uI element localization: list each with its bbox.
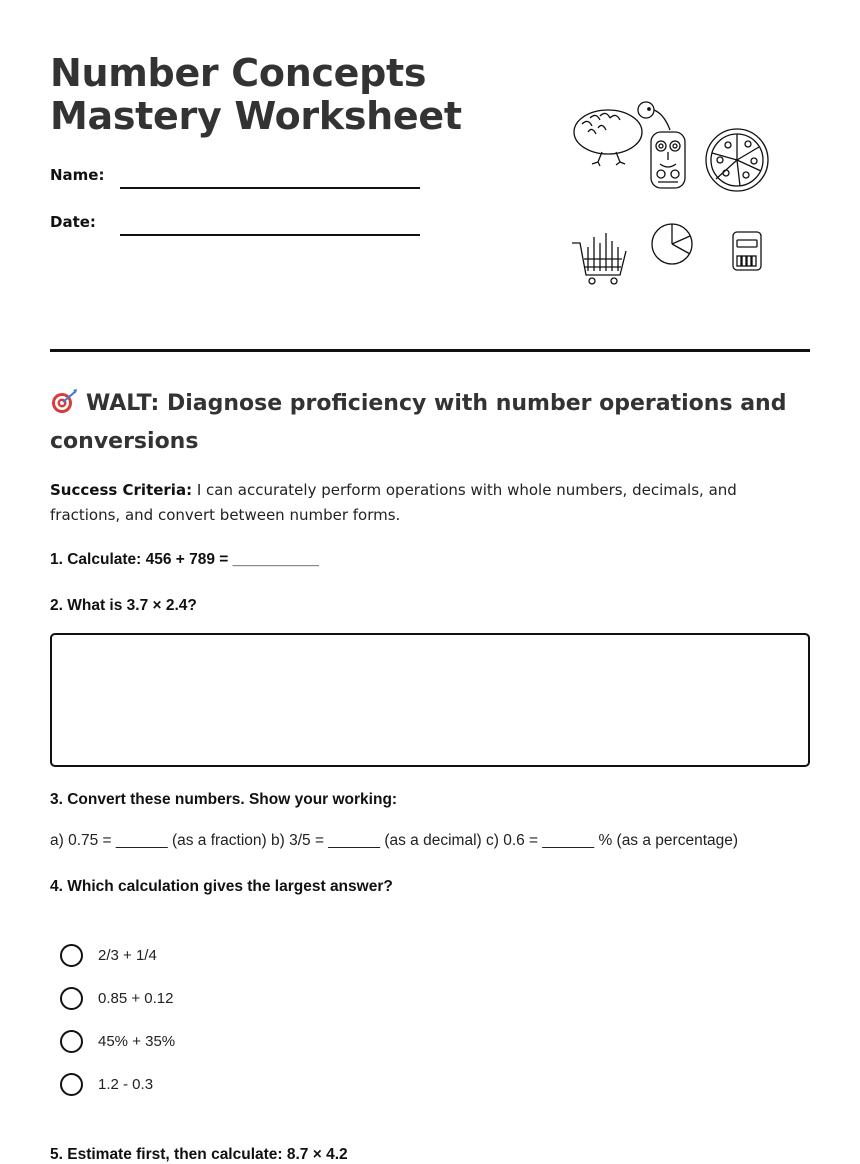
radio-button[interactable]: [60, 1073, 83, 1096]
date-label: Date:: [50, 213, 96, 231]
walt-heading: [50, 385, 790, 461]
question-3: 3. Convert these numbers. Show your working:: [50, 791, 398, 808]
question-5: 5. Estimate first, then calculate: 8.7 × 4.2: [50, 1146, 348, 1163]
pie-chart-icon: [650, 222, 694, 266]
radio-button[interactable]: [60, 1030, 83, 1053]
name-field[interactable]: [120, 187, 420, 189]
radio-button[interactable]: [60, 987, 83, 1010]
target-dart-icon: [50, 388, 80, 414]
header-illustrations: [560, 95, 790, 295]
option-label: 45% + 35%: [98, 1032, 176, 1050]
question-3-conversions: a) 0.75 = ______ (as a fraction) b) 3/5 = ______ (as a decimal) c) 0.6 = ______ % (as a percentage): [50, 832, 739, 849]
option-3[interactable]: [60, 1029, 175, 1053]
option-1[interactable]: [60, 943, 157, 967]
title-line-2: Mastery Worksheet: [50, 94, 462, 138]
success-criteria-label: Success Criteria:: [50, 481, 193, 499]
walt-text: WALT: Diagnose proficiency with number operations and conversions: [50, 391, 787, 454]
option-4[interactable]: [60, 1072, 153, 1096]
maori-carving-icon: [648, 130, 688, 192]
option-label: 0.85 + 0.12: [98, 989, 174, 1007]
header-divider: [50, 349, 810, 352]
question-1: 1. Calculate: 456 + 789 = __________: [50, 551, 319, 568]
question-4: 4. Which calculation gives the largest answer?: [50, 878, 393, 895]
option-label: 2/3 + 1/4: [98, 946, 157, 964]
option-2[interactable]: [60, 986, 173, 1010]
date-field[interactable]: [120, 234, 420, 236]
question-2: 2. What is 3.7 × 2.4?: [50, 597, 197, 614]
page-title: [50, 52, 462, 138]
name-label: Name:: [50, 166, 105, 184]
answer-box-question-2[interactable]: [50, 633, 810, 767]
success-criteria-text: I can accurately perform operations with whole numbers, decimals, and fractions, and convert between number forms.: [50, 481, 737, 524]
success-criteria: [50, 478, 800, 528]
radio-button[interactable]: [60, 944, 83, 967]
option-label: 1.2 - 0.3: [98, 1075, 154, 1093]
pizza-icon: [704, 127, 770, 193]
title-line-1: Number Concepts: [50, 51, 427, 95]
calculator-icon: [730, 230, 764, 272]
shopping-basket-icon: [570, 223, 630, 289]
